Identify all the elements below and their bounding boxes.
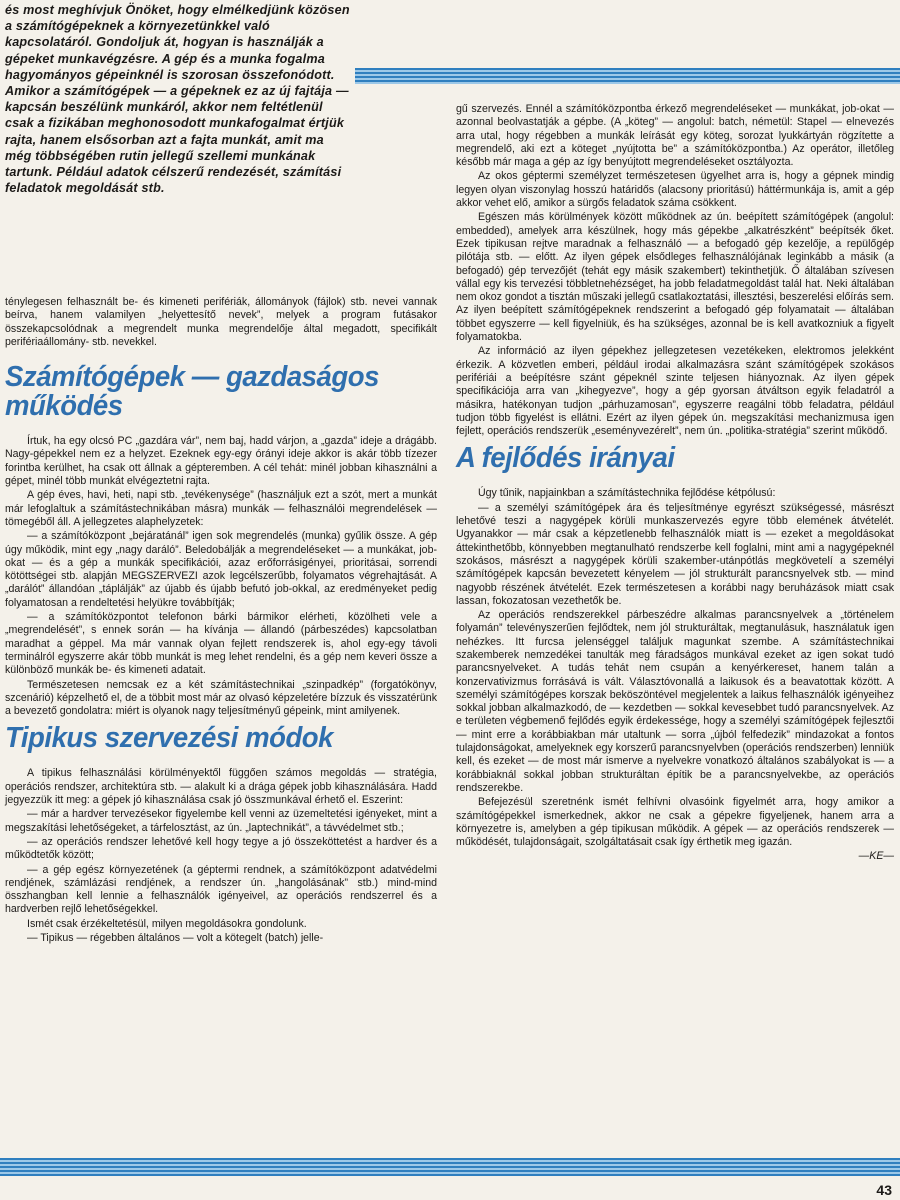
bottom-blue-stripe	[0, 1158, 900, 1176]
right-paragraph-2: Egészen más körülmények között működnek az ún. beépített számítógépek (angolul: embedded), amelyek arra készülnek, hogy más gépekbe „alkatrészként” beépítsék őket. Ezek tipikusan rejtve maradnak a felhasználó — a befogadó gép kezelője, a repülőgép pilótája stb. — előtt. Az ilyen gépek elsődleges felhasználójának leginkább a másik (a befogadó) gép tervezőjét (tehát egy másik szakembert) tekinthetjük. Ő általában szívesen vállal egy kis tervezési többletnehézséget, ha jobb feladatmegoldást talál hat. Neki általában nem okoz gondot a tisztán műszaki jellegű csatlakoztatási, illesztési, beszerelési előírás sem. Az ilyen beépített számítógépeknek rendszerint a befogadó gép folyamatait — általában többet egyszerre — kell figyelniük, és ha szükséges, azonnal be is kell avatkozniuk a figyelt folyamatokba.	[456, 211, 894, 344]
left-paragraph-5: Természetesen nemcsak ez a két számítástechnikai „szinpadkép” (forgatókönyv, szcenárió) képzelhető el, de a többit most már az olvasó képzeletére bízzuk és visszatérünk a bevezető gondolatra: miért is olyanok nagy teljesítményű gépeink, mint amilyenek.	[5, 678, 437, 718]
left-paragraph-10: Ismét csak érzékeltetésül, milyen megoldásokra gondolunk.	[27, 917, 307, 930]
right-paragraph-7: Befejezésül szeretnénk ismét felhívni olvasóink figyelmét arra, hogy amikor a számítógépekkel ismerkednek, akkor ne csak a gépekre figyeljenek, hanem arra a környezetre is, amelyben a gép tipikusan működik. A gépek — az operációs rendszerek — működését, tulajdonságait, szolgáltatásait csak így érthetik meg igazán.	[456, 796, 894, 849]
left-paragraph-11: — Tipikus — régebben általános — volt a kötegelt (batch) jelle-	[27, 931, 324, 944]
author-signature: —KE—	[858, 850, 894, 863]
section-heading-typical-modes: Tipikus szervezési módok	[5, 722, 334, 755]
right-paragraph-6: Az operációs rendszerekkel párbeszédre alkalmas parancsnyelvek a „történelem folyamán” televényszerűen fejlődtek, nem jól strukturáltak, megtanulásuk, használatuk igen nehézkes. Itt furcsa jelenséggel találjuk magunkat szembe. A számítástechnikai szakemberek nemzedékei tanulták meg fáradságos munkával ezeket az igen sokat tudó parancsnyelveket. A tudás tehát nem csupán a kenyérkereset, hanem talán a konzervativizmus forrásává is vált. Választóvonallá a laikusok és a beavatottak között. A személyi számítógépes korszak beköszöntével megjelentek a laikus felhasználók igényeihez sokkal jobban alkalmazkodó, de — kezdetben — sokkal kevesebbet tudó parancsnyelvek. Az e területen végbemenő fejlődés egyik érdekessége, hogy a személyi számítógépek fejlesztői — mint erre a korábbiakban már utaltunk — sorra „újból felfedezik” mindazokat a fontos tulajdonságokat, amelyeknek egy korszerű parancsnyelvben (operációs rendszerben) lenniük kell, és ezeket — de most már ismerve a nyelvekre vonatkozó általános szabályokat is — a korábbiaknál sokkal jobban strukturáltan építik be a parancsnyelvekbe, az operációs rendszerekbe.	[456, 609, 894, 794]
right-paragraph-1: Az okos géptermi személyzet természetesen ügyelhet arra is, hogy a gépnek mindig legyen olyan viszonylag hosszú határidős (alacsony prioritású) háttérmunkája is, amit a gép akkor vehet elő, amikor a sürgős feladatok száma csökkent.	[456, 170, 894, 210]
left-paragraph-7: — már a hardver tervezésekor figyelembe kell venni az üzemeltetési igényeket, mint a megszakítási lehetőségeket, a tárfelosztást, az ún. „laptechnikát”, a távvédelmet stb.;	[5, 808, 437, 834]
right-paragraph-4: Úgy tűnik, napjainkban a számítástechnika fejlődése kétpólusú:	[478, 487, 776, 500]
section-heading-development: A fejlődés irányai	[456, 442, 675, 475]
right-paragraph-0: gű szervezés. Ennél a számítóközpontba érkező megrendeléseket — munkákat, job-okat — azonnal beolvastatják a gépbe. (A „köteg” — angolul: batch, németül: Stapel — elnevezés arra utal, hogy régebben a munkák leírását egy köteg, sorozat lyukkártyán rögzítette a megrendelő, aki ezt a köteget „nyújtotta be” a számítóközpontba.) Az operátor, illetőleg később már maga a gép az így benyújtott megrendeléseket osztályozta.	[456, 103, 894, 169]
left-paragraph-1: Írtuk, ha egy olcsó PC „gazdára vár”, nem baj, hadd várjon, a „gazda” ideje a drágább. Nagy-gépekkel nem ez a helyzet. Ezeknek egy-egy órányi ideje akkor is akár több tízezer forintba kerülhet, ha csak ott állnak a gépteremben. A cél tehát: minél jobban kihasználni a gépet, minél több munkát elvégeztetni rajta.	[5, 435, 437, 488]
section-heading-economy: Számítógépek — gazdaságos működés	[5, 361, 379, 423]
left-paragraph-0: ténylegesen felhasznált be- és kimeneti perifériák, állományok (fájlok) stb. nevei vannak beírva, hanem valamilyen „helyettesítő nevek”, melyek a program futásakor összekapcsolódnak a megrendelt munka megrendelője által megadott, specifikált perifériaállomány- stb. nevekkel.	[5, 296, 437, 348]
intro-lead	[5, 2, 353, 196]
right-column	[456, 103, 894, 865]
left-column	[5, 296, 437, 946]
left-paragraph-4: — a számítóközpontot telefonon bárki bármikor elérheti, közölheti vele a „megrendelését”, s ennek során — ha kívánja — állandó (párbeszédes) kapcsolatban maradhat a géppel. Ma már vannak olyan fejlett rendszerek is, ahol egy-egy távoli terminálról egyszerre akár több munkát is meg lehet rendelni, és a gép nem keveri össze a különböző munkák be- és kimeneti adatait.	[5, 611, 437, 677]
left-paragraph-8: — az operációs rendszer lehetővé kell hogy tegye a jó összeköttetést a hardver és a működtetők között;	[5, 835, 437, 862]
left-paragraph-2: A gép éves, havi, heti, napi stb. „tevékenysége” (használjuk ezt a szót, mert a munkát már lefoglaltuk a számítástechnikában másra) munkák — felhasználói megrendelések — tömegéből áll. A jellegzetes alaphelyzetek:	[5, 489, 437, 528]
top-blue-stripe	[355, 68, 900, 84]
left-paragraph-6: A tipikus felhasználási körülményektől függően számos megoldás — stratégia, operációs rendszer, architektúra stb. — alakult ki a drága gépek jobb kihasználására. Hadd jegyezzük itt meg: a gépek jó kihasználása csak jó összmunkával érhető el. Eszerint:	[5, 767, 437, 807]
page-number: 43	[876, 1182, 892, 1198]
intro-paragraph: és most meghívjuk Önöket, hogy elmélkedjünk közösen a számítógépeknek a környezetünkkel való kapcsolatáról. Gondoljuk át, hogyan is használják a gépeket munkavégzésre. A gép és a munka fogalma hagyományos gépeinknél is szorosan összefonódott. Amikor a számítógépek — a gépeknek ez az új fajtája — kapcsán beszélünk munkáról, akkor nem feltétlenül csak a fizikában meghonosodott munkafogalmat értjük rajta, hanem elsősorban azt a fajta munkát, amit ma még többségében rutin jellegű szellemi munkának tartunk. Például adatok célszerű rendezését, számítási feladatok megoldását stb.	[5, 3, 350, 196]
right-paragraph-5: — a személyi számítógépek ára és teljesítménye egyrészt szükségessé, másrészt lehetővé teszi a nagygépek körüli munkaszervezés egyre több elemének átvételét. Ugyanakkor — már csak a képzetlenebb felhasználók miatt is — ezeket a megoldásokat áttekinthetőbb, könnyebben megtanulható rendszerbe kell foglalni, mint ami a nagygépeknél szokásos, másrészt a nagygépek körüli szakember-utánpótlás megkövetelí a személyi számítógépek kapcsán bevezetett kényelem — jól strukturált parancsnyelvek stb. — mind nagyobb részének átvételét. Ezek természetesen a korábbi nagy beruházások miatt csak lassan, fokozatosan vezethetők be.	[456, 501, 894, 607]
right-paragraph-3: Az információ az ilyen gépekhez jellegzetesen vezetékeken, elektromos jelekként érkezik. A közvetlen emberi, például irodai alkalmazásra szánt számítógépek szokásos perifériái a beépítésre szánt gépeknél szinte teljesen hiányoznak. Az ilyen gépek specifikációja arra van „kihegyezve”, hogy a gép gyorsan átváltson egyik feladatról a másikra, hatékonyan tudjon „párhuzamosan”, egyszerre reagálni több feladatra, például tudjon több figyelést is ellátni. Ezért az ilyen gépek ún. megszakítási mechanizmusa igen fejlett, operációs rendszerük „eseményvezérelt”, nem ún. „politika-stratégia” szerint működő.	[456, 345, 894, 438]
left-paragraph-3: — a számítóközpont „bejáratánál” igen sok megrendelés (munka) gyűlik össze. A gép úgy működik, mint egy „nagy daráló”. Beledobálják a megrendeléseket — a munkákat, job-okat — és a gép a munkák specifikációi, azaz erőforrásigényei, prioritásai, sorrendi kötöttségei stb. alapján MEGSZERVEZI azok legcélszerűbb, folyamatos végrehajtását. A „darálót” állandóan „táplálják” az újabb és újabb befutó job-okkal, az eredményeket pedig folyamatosan a rendeltetési helyükre továbbítják;	[5, 530, 437, 609]
left-paragraph-9: — a gép egész környezetének (a géptermi rendnek, a számítóközpont adatvédelmi rendjének, számlázási rendjének, a rendszer ún. „hangolásának” stb.) mind-mind összhangban kell lennie a felhasználók igényeivel, az operációs rendszerrel és a hardverben rejlő lehetőségekkel.	[5, 863, 437, 916]
